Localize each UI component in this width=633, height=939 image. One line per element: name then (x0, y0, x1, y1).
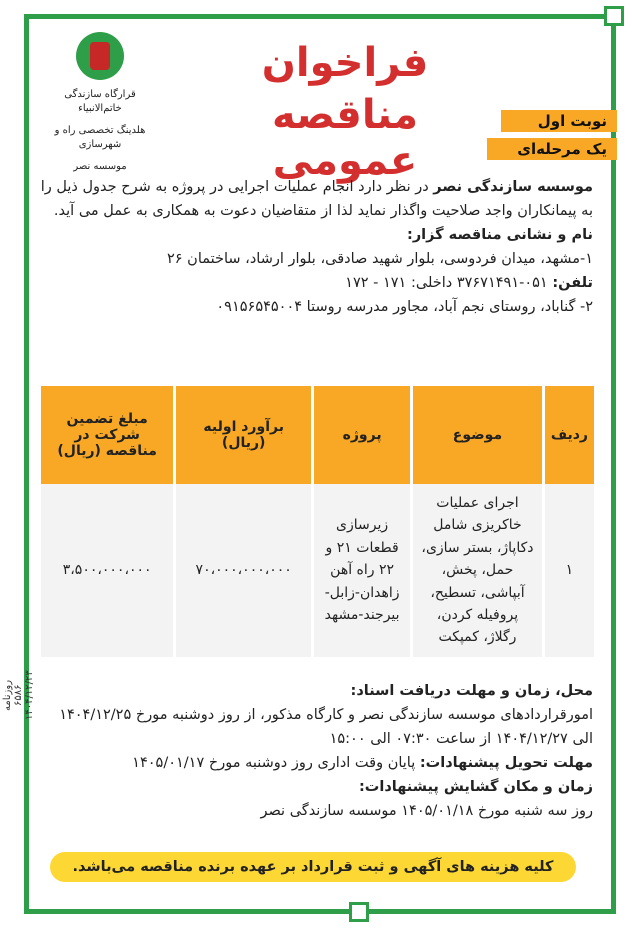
logo-text-2: هلدینگ تخصصی راه و شهرسازی (54, 125, 146, 150)
emblem-icon (76, 32, 124, 80)
cell-estimate: ۷۰،۰۰۰،۰۰۰،۰۰۰ (175, 484, 313, 657)
intro-paragraph (36, 176, 593, 224)
table-row (40, 484, 595, 657)
deadline-heading: مهلت تحویل پیشنهادات: (419, 754, 593, 771)
header-project: پروژه (313, 386, 412, 484)
header-subject: موضوع (412, 386, 544, 484)
deadline-line (36, 752, 593, 776)
header-guarantee: مبلغ تضمین شرکت در مناقصه (ریال) (40, 386, 175, 484)
cell-project: زیرسازی قطعات ۲۱ و ۲۲ راه آهن زاهدان-زابل-بیرجند-مشهد (313, 484, 412, 657)
address-line-1: ۱-مشهد، میدان فردوسی، بلوار شهید صادقی، بلوار ارشاد، ساختمان ۲۶ (166, 250, 593, 267)
side-date: ۱۴۰۴/۱۲/۲۳ (24, 670, 35, 720)
table-header-row (40, 386, 595, 484)
cell-row-num: ۱ (543, 484, 594, 657)
address-heading: نام و نشانی مناقصه گزار: (407, 226, 593, 243)
intro-text: در نظر دارد انجام عملیات اجرایی در پروژه به شرح جدول ذیل را به پیمانکاران واجد صلاحیت واگذار نماید لذا از متقاضیان دعوت به همکاری به عمل می آید. (40, 179, 593, 219)
phone-label: تلفن: (552, 274, 593, 291)
side-paper-name: روزنامه (2, 679, 13, 711)
frame-top-border (24, 14, 616, 19)
opening-text: روز سه شنبه مورخ ۱۴۰۵/۰۱/۱۸ موسسه سازندگی نصر (260, 802, 593, 819)
side-code: ۶۵۸۶ (13, 684, 24, 706)
intro-org: موسسه سازندگی نصر (433, 179, 593, 195)
details-section (36, 680, 593, 824)
logo-text-3: موسسه نصر (73, 161, 127, 172)
logo-text-1: قرارگاه سازندگی خاتم‌الانبیاء (64, 89, 136, 114)
corner-square-icon (349, 902, 369, 922)
phone-line (36, 272, 593, 296)
docs-text: امورقراردادهای موسسه سازندگی نصر و کارگاه مذکور، از روز دوشنبه مورخ ۱۴۰۴/۱۲/۲۵ الی ۱۴۰۴/۱۲/۲۷ از ساعت ۰۷:۳۰ الی ۱۵:۰۰ (59, 706, 593, 747)
round-badge: نوبت اول (501, 110, 617, 132)
address-line-2: ۲- گناباد، روستای نجم آباد، مجاور مدرسه روستا ۰۹۱۵۶۵۴۵۰۰۴ (216, 298, 593, 315)
phone-value: ۰۵۱-۳۷۶۷۱۴۹۱ داخلی: ۱۷۱ - ۱۷۲ (345, 274, 553, 291)
corner-square-icon (604, 6, 624, 26)
deadline-text: پایان وقت اداری روز دوشنبه مورخ ۱۴۰۵/۰۱/۱۷ (132, 754, 420, 771)
cell-guarantee: ۳،۵۰۰،۰۰۰،۰۰۰ (40, 484, 175, 657)
tender-table (38, 386, 594, 657)
cell-subject: اجرای عملیات خاکریزی شامل دکاپاژ، بستر سازی، حمل، پخش، آبپاشی، تسطیح، پروفیله کردن، رگلاژ، کمپکت (412, 484, 544, 657)
header-row-num: ردیف (543, 386, 594, 484)
intro-section (36, 176, 593, 320)
docs-heading: محل، زمان و مهلت دریافت اسناد: (350, 683, 593, 699)
cost-notice: کلیه هزینه های آگهی و ثبت قرارداد بر عهده برنده مناقصه می‌باشد. (50, 852, 576, 882)
stage-badge: یک مرحله‌ای (487, 138, 617, 160)
frame-bottom-border (24, 909, 616, 914)
header-estimate: برآورد اولیه (ریال) (175, 386, 313, 484)
title-line-1: فراخوان (261, 40, 429, 86)
side-publication-info (2, 565, 35, 825)
organization-logo (45, 32, 155, 172)
title-line-2: مناقصه عمومی (272, 92, 418, 184)
opening-heading: زمان و مکان گشایش پیشنهادات: (359, 778, 593, 795)
